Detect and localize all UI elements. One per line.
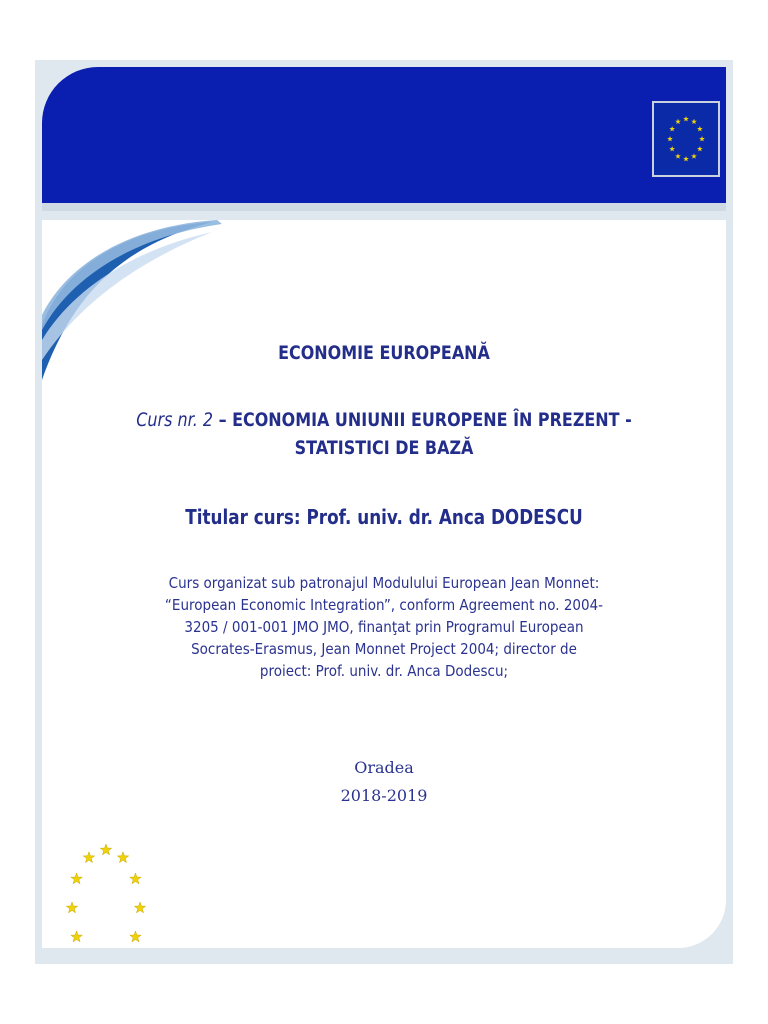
eu-stars-circle-icon xyxy=(62,840,152,948)
eu-flag-icon xyxy=(652,101,720,177)
ring-star-icon xyxy=(66,902,77,913)
academic-years: 2018-2019 xyxy=(340,786,428,805)
ring-star-icon xyxy=(130,931,141,942)
ring-star-icon xyxy=(71,873,82,884)
course-title-line2: STATISTICI DE BAZĂ xyxy=(294,437,474,459)
ring-star-icon xyxy=(71,931,82,942)
course-title xyxy=(97,406,672,462)
header-band xyxy=(42,67,726,203)
slide-frame xyxy=(35,60,733,964)
ring-star-icon xyxy=(117,852,128,863)
city: Oradea xyxy=(354,758,414,777)
course-name: ECONOMIE EUROPEANĂ xyxy=(278,342,490,364)
ring-star-icon xyxy=(83,852,94,863)
ring-star-icon xyxy=(130,873,141,884)
course-holder: Titular curs: Prof. univ. dr. Anca DODESCU xyxy=(185,505,583,529)
ring-star-icon xyxy=(134,902,145,913)
content-panel xyxy=(42,220,726,948)
ring-star-icon xyxy=(100,844,111,855)
course-description: Curs organizat sub patronajul Modulului European Jean Monnet: “European Economic Integration”, conform Agreement no. 2004-3205 / 001-001 JMO JMO, finanţat prin Programul European Socrates-Erasmus, Jean Monnet Project 2004; director de proiect: Prof. univ. dr. Anca Dodescu; xyxy=(164,574,604,680)
header-divider xyxy=(42,203,726,211)
course-number: Curs nr. 2 xyxy=(136,409,214,431)
course-title-line1: – ECONOMIA UNIUNII EUROPENE ÎN PREZENT - xyxy=(213,409,632,431)
